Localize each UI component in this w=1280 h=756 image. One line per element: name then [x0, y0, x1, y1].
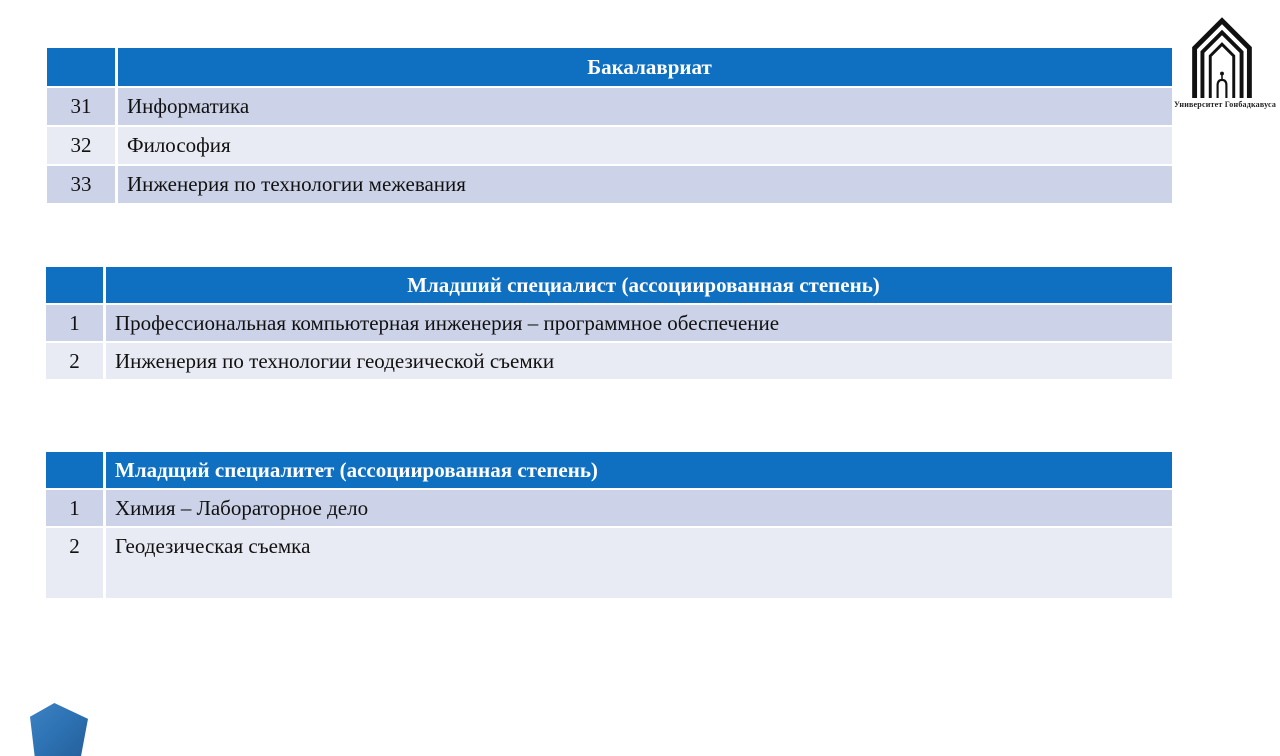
row-number-cell: 31	[47, 88, 115, 125]
program-name-cell: Философия	[118, 127, 1172, 164]
degree-table-associate-specialitet	[46, 452, 1172, 598]
table-title: Младший специалист (ассоциированная степень)	[106, 267, 1172, 303]
table-row	[46, 490, 1172, 526]
corner-decoration	[30, 703, 88, 756]
row-number-cell: 1	[46, 490, 103, 526]
table-header-row	[46, 267, 1172, 303]
header-number-cell	[46, 452, 103, 488]
program-name-cell: Инженерия по технологии геодезической съемки	[106, 343, 1172, 379]
table-row	[46, 343, 1172, 379]
logo-caption: Университет Гонбадкавуса	[1174, 100, 1277, 109]
program-name-cell: Химия – Лабораторное дело	[106, 490, 1172, 526]
tower-icon	[1183, 8, 1261, 98]
row-number-cell: 2	[46, 528, 103, 598]
program-name-cell: Информатика	[118, 88, 1172, 125]
table-row	[47, 88, 1172, 125]
row-number-cell: 33	[47, 166, 115, 203]
table-header-row	[47, 48, 1172, 86]
program-name-cell: Профессиональная компьютерная инженерия – программное обеспечение	[106, 305, 1172, 341]
header-number-cell	[46, 267, 103, 303]
table-header-row	[46, 452, 1172, 488]
table-title: Младщий специалитет (ассоциированная степень)	[106, 452, 1172, 488]
row-number-cell: 2	[46, 343, 103, 379]
header-number-cell	[47, 48, 115, 86]
program-name-cell: Геодезическая съемка	[106, 528, 1172, 598]
table-row	[47, 127, 1172, 164]
table-title: Бакалавриат	[118, 48, 1172, 86]
degree-table-bachelor	[47, 48, 1172, 203]
table-row	[46, 305, 1172, 341]
university-logo	[1174, 8, 1277, 109]
degree-table-associate-specialist	[46, 267, 1172, 379]
row-number-cell: 32	[47, 127, 115, 164]
program-name-cell: Инженерия по технологии межевания	[118, 166, 1172, 203]
table-row	[47, 166, 1172, 203]
table-row	[46, 528, 1172, 598]
row-number-cell: 1	[46, 305, 103, 341]
